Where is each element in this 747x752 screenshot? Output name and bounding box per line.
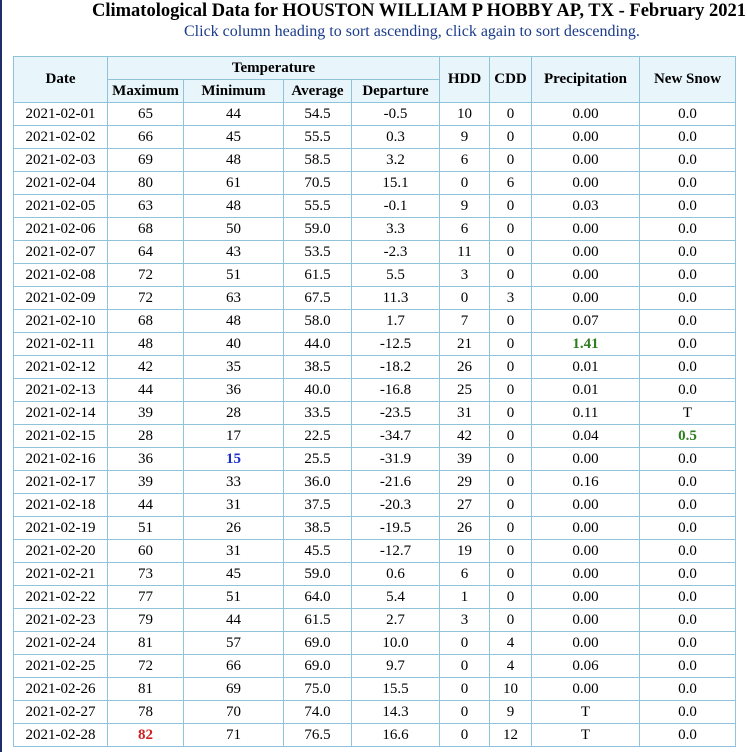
cell-maximum: 39 <box>108 402 184 425</box>
cell-date: 2021-02-20 <box>14 540 108 563</box>
cell-cdd: 0 <box>490 379 532 402</box>
cell-cdd: 0 <box>490 103 532 126</box>
cell-average: 40.0 <box>284 379 352 402</box>
column-header-average[interactable]: Average <box>284 80 352 103</box>
cell-departure: 10.0 <box>352 632 440 655</box>
cell-minimum: 70 <box>184 701 284 724</box>
cell-new-snow: 0.0 <box>640 333 736 356</box>
cell-departure: 3.2 <box>352 149 440 172</box>
cell-date: 2021-02-15 <box>14 425 108 448</box>
table-row <box>14 402 736 425</box>
cell-maximum: 72 <box>108 655 184 678</box>
cell-average: 59.0 <box>284 218 352 241</box>
cell-precipitation: 0.00 <box>532 517 640 540</box>
cell-new-snow: 0.0 <box>640 724 736 747</box>
cell-hdd: 7 <box>440 310 490 333</box>
cell-average: 69.0 <box>284 655 352 678</box>
table-row <box>14 586 736 609</box>
cell-minimum: 15 <box>184 448 284 471</box>
cell-average: 37.5 <box>284 494 352 517</box>
cell-new-snow: 0.0 <box>640 448 736 471</box>
table-row <box>14 287 736 310</box>
cell-cdd: 0 <box>490 218 532 241</box>
cell-average: 54.5 <box>284 103 352 126</box>
cell-date: 2021-02-04 <box>14 172 108 195</box>
cell-precipitation: 0.00 <box>532 149 640 172</box>
cell-minimum: 26 <box>184 517 284 540</box>
cell-average: 36.0 <box>284 471 352 494</box>
cell-departure: 9.7 <box>352 655 440 678</box>
cell-average: 76.5 <box>284 724 352 747</box>
cell-maximum: 48 <box>108 333 184 356</box>
cell-average: 44.0 <box>284 333 352 356</box>
column-header-precipitation[interactable]: Precipitation <box>532 57 640 103</box>
cell-precipitation: 0.03 <box>532 195 640 218</box>
cell-precipitation: 0.00 <box>532 218 640 241</box>
cell-minimum: 51 <box>184 586 284 609</box>
table-row <box>14 678 736 701</box>
cell-maximum: 73 <box>108 563 184 586</box>
cell-maximum: 39 <box>108 471 184 494</box>
cell-hdd: 0 <box>440 172 490 195</box>
cell-hdd: 25 <box>440 379 490 402</box>
cell-precipitation: 0.00 <box>532 126 640 149</box>
column-header-maximum[interactable]: Maximum <box>108 80 184 103</box>
cell-new-snow: 0.0 <box>640 218 736 241</box>
cell-average: 33.5 <box>284 402 352 425</box>
cell-hdd: 26 <box>440 517 490 540</box>
cell-hdd: 9 <box>440 126 490 149</box>
cell-average: 67.5 <box>284 287 352 310</box>
cell-departure: -2.3 <box>352 241 440 264</box>
table-row <box>14 563 736 586</box>
cell-departure: -12.5 <box>352 333 440 356</box>
cell-minimum: 31 <box>184 494 284 517</box>
cell-date: 2021-02-12 <box>14 356 108 379</box>
table-row <box>14 517 736 540</box>
cell-minimum: 69 <box>184 678 284 701</box>
cell-departure: 5.5 <box>352 264 440 287</box>
cell-hdd: 3 <box>440 264 490 287</box>
cell-hdd: 11 <box>440 241 490 264</box>
cell-departure: -20.3 <box>352 494 440 517</box>
cell-date: 2021-02-17 <box>14 471 108 494</box>
cell-hdd: 0 <box>440 655 490 678</box>
table-row <box>14 149 736 172</box>
cell-departure: 11.3 <box>352 287 440 310</box>
cell-new-snow: 0.0 <box>640 264 736 287</box>
table-row <box>14 494 736 517</box>
cell-new-snow: 0.0 <box>640 494 736 517</box>
cell-cdd: 0 <box>490 517 532 540</box>
cell-maximum: 79 <box>108 609 184 632</box>
column-header-departure[interactable]: Departure <box>352 80 440 103</box>
cell-minimum: 43 <box>184 241 284 264</box>
cell-cdd: 0 <box>490 563 532 586</box>
cell-cdd: 0 <box>490 586 532 609</box>
cell-date: 2021-02-24 <box>14 632 108 655</box>
cell-average: 38.5 <box>284 517 352 540</box>
column-group-temperature: Temperature <box>108 57 440 80</box>
cell-new-snow: 0.0 <box>640 540 736 563</box>
cell-new-snow: 0.0 <box>640 655 736 678</box>
table-row <box>14 609 736 632</box>
cell-average: 75.0 <box>284 678 352 701</box>
cell-hdd: 9 <box>440 195 490 218</box>
cell-new-snow: 0.0 <box>640 103 736 126</box>
cell-precipitation: 0.00 <box>532 586 640 609</box>
cell-new-snow: 0.0 <box>640 563 736 586</box>
cell-hdd: 6 <box>440 149 490 172</box>
cell-maximum: 72 <box>108 264 184 287</box>
cell-cdd: 3 <box>490 287 532 310</box>
cell-date: 2021-02-08 <box>14 264 108 287</box>
table-row <box>14 448 736 471</box>
cell-minimum: 35 <box>184 356 284 379</box>
cell-departure: 2.7 <box>352 609 440 632</box>
cell-average: 69.0 <box>284 632 352 655</box>
cell-cdd: 0 <box>490 471 532 494</box>
cell-date: 2021-02-09 <box>14 287 108 310</box>
cell-departure: -0.1 <box>352 195 440 218</box>
cell-precipitation: 1.41 <box>532 333 640 356</box>
cell-precipitation: 0.11 <box>532 402 640 425</box>
cell-minimum: 36 <box>184 379 284 402</box>
cell-cdd: 0 <box>490 241 532 264</box>
cell-minimum: 57 <box>184 632 284 655</box>
cell-maximum: 68 <box>108 310 184 333</box>
cell-cdd: 0 <box>490 264 532 287</box>
cell-new-snow: 0.0 <box>640 609 736 632</box>
cell-average: 45.5 <box>284 540 352 563</box>
cell-date: 2021-02-02 <box>14 126 108 149</box>
cell-precipitation: 0.00 <box>532 494 640 517</box>
cell-departure: 0.6 <box>352 563 440 586</box>
cell-hdd: 10 <box>440 103 490 126</box>
cell-minimum: 40 <box>184 333 284 356</box>
table-row <box>14 425 736 448</box>
cell-minimum: 51 <box>184 264 284 287</box>
cell-hdd: 26 <box>440 356 490 379</box>
cell-hdd: 6 <box>440 563 490 586</box>
cell-minimum: 45 <box>184 563 284 586</box>
table-row <box>14 264 736 287</box>
cell-minimum: 31 <box>184 540 284 563</box>
cell-precipitation: 0.16 <box>532 471 640 494</box>
cell-departure: -19.5 <box>352 517 440 540</box>
cell-hdd: 27 <box>440 494 490 517</box>
cell-date: 2021-02-23 <box>14 609 108 632</box>
cell-date: 2021-02-06 <box>14 218 108 241</box>
climate-data-table <box>13 56 736 747</box>
cell-maximum: 42 <box>108 356 184 379</box>
cell-maximum: 63 <box>108 195 184 218</box>
cell-average: 53.5 <box>284 241 352 264</box>
cell-new-snow: 0.0 <box>640 126 736 149</box>
cell-date: 2021-02-26 <box>14 678 108 701</box>
cell-cdd: 0 <box>490 333 532 356</box>
cell-precipitation: 0.00 <box>532 632 640 655</box>
cell-cdd: 0 <box>490 126 532 149</box>
cell-date: 2021-02-03 <box>14 149 108 172</box>
cell-maximum: 78 <box>108 701 184 724</box>
cell-maximum: 44 <box>108 494 184 517</box>
cell-new-snow: 0.0 <box>640 517 736 540</box>
cell-new-snow: 0.0 <box>640 149 736 172</box>
cell-hdd: 0 <box>440 701 490 724</box>
cell-maximum: 69 <box>108 149 184 172</box>
cell-minimum: 44 <box>184 103 284 126</box>
cell-departure: -12.7 <box>352 540 440 563</box>
cell-cdd: 0 <box>490 356 532 379</box>
cell-cdd: 0 <box>490 149 532 172</box>
cell-date: 2021-02-14 <box>14 402 108 425</box>
cell-cdd: 10 <box>490 678 532 701</box>
cell-precipitation: 0.07 <box>532 310 640 333</box>
sort-instructions: Click column heading to sort ascending, click again to sort descending. <box>184 23 640 40</box>
cell-departure: 15.5 <box>352 678 440 701</box>
cell-average: 58.5 <box>284 149 352 172</box>
cell-precipitation: 0.00 <box>532 103 640 126</box>
table-body <box>14 103 736 747</box>
cell-departure: -31.9 <box>352 448 440 471</box>
cell-date: 2021-02-19 <box>14 517 108 540</box>
cell-hdd: 0 <box>440 724 490 747</box>
column-header-minimum[interactable]: Minimum <box>184 80 284 103</box>
cell-date: 2021-02-28 <box>14 724 108 747</box>
cell-average: 22.5 <box>284 425 352 448</box>
cell-new-snow: 0.0 <box>640 287 736 310</box>
table-row <box>14 632 736 655</box>
table-row <box>14 724 736 747</box>
cell-cdd: 0 <box>490 448 532 471</box>
cell-cdd: 4 <box>490 655 532 678</box>
cell-precipitation: 0.06 <box>532 655 640 678</box>
cell-hdd: 0 <box>440 632 490 655</box>
cell-departure: -23.5 <box>352 402 440 425</box>
cell-cdd: 6 <box>490 172 532 195</box>
table-row <box>14 218 736 241</box>
cell-maximum: 65 <box>108 103 184 126</box>
cell-minimum: 33 <box>184 471 284 494</box>
cell-minimum: 61 <box>184 172 284 195</box>
cell-average: 58.0 <box>284 310 352 333</box>
cell-departure: 14.3 <box>352 701 440 724</box>
cell-new-snow: 0.0 <box>640 195 736 218</box>
cell-departure: -21.6 <box>352 471 440 494</box>
cell-cdd: 0 <box>490 540 532 563</box>
cell-minimum: 17 <box>184 425 284 448</box>
cell-cdd: 0 <box>490 425 532 448</box>
cell-average: 64.0 <box>284 586 352 609</box>
table-row <box>14 241 736 264</box>
cell-cdd: 12 <box>490 724 532 747</box>
column-header-new-snow[interactable]: New Snow <box>640 57 736 103</box>
table-row <box>14 333 736 356</box>
cell-departure: -18.2 <box>352 356 440 379</box>
cell-average: 55.5 <box>284 195 352 218</box>
cell-departure: -0.5 <box>352 103 440 126</box>
cell-minimum: 71 <box>184 724 284 747</box>
cell-date: 2021-02-13 <box>14 379 108 402</box>
cell-cdd: 9 <box>490 701 532 724</box>
cell-maximum: 44 <box>108 379 184 402</box>
table-row <box>14 126 736 149</box>
cell-date: 2021-02-10 <box>14 310 108 333</box>
cell-maximum: 66 <box>108 126 184 149</box>
table-row <box>14 195 736 218</box>
left-border <box>0 0 2 752</box>
table-row <box>14 471 736 494</box>
cell-departure: 1.7 <box>352 310 440 333</box>
cell-maximum: 36 <box>108 448 184 471</box>
cell-maximum: 28 <box>108 425 184 448</box>
cell-hdd: 6 <box>440 218 490 241</box>
cell-new-snow: 0.0 <box>640 471 736 494</box>
cell-minimum: 66 <box>184 655 284 678</box>
cell-cdd: 0 <box>490 609 532 632</box>
cell-new-snow: 0.5 <box>640 425 736 448</box>
cell-hdd: 31 <box>440 402 490 425</box>
cell-new-snow: 0.0 <box>640 701 736 724</box>
cell-departure: 15.1 <box>352 172 440 195</box>
column-header-date[interactable]: Date <box>14 57 108 103</box>
cell-new-snow: 0.0 <box>640 379 736 402</box>
cell-hdd: 0 <box>440 287 490 310</box>
cell-minimum: 44 <box>184 609 284 632</box>
cell-date: 2021-02-21 <box>14 563 108 586</box>
table-row <box>14 356 736 379</box>
table-row <box>14 701 736 724</box>
cell-precipitation: 0.00 <box>532 540 640 563</box>
cell-maximum: 68 <box>108 218 184 241</box>
cell-precipitation: 0.01 <box>532 356 640 379</box>
cell-precipitation: 0.00 <box>532 287 640 310</box>
cell-maximum: 82 <box>108 724 184 747</box>
cell-departure: 0.3 <box>352 126 440 149</box>
cell-date: 2021-02-16 <box>14 448 108 471</box>
cell-average: 55.5 <box>284 126 352 149</box>
cell-average: 25.5 <box>284 448 352 471</box>
cell-cdd: 0 <box>490 494 532 517</box>
cell-maximum: 81 <box>108 632 184 655</box>
table-row <box>14 540 736 563</box>
table-row <box>14 103 736 126</box>
cell-minimum: 50 <box>184 218 284 241</box>
cell-maximum: 64 <box>108 241 184 264</box>
cell-maximum: 80 <box>108 172 184 195</box>
cell-precipitation: 0.01 <box>532 379 640 402</box>
table-row <box>14 172 736 195</box>
cell-average: 61.5 <box>284 264 352 287</box>
cell-date: 2021-02-25 <box>14 655 108 678</box>
cell-precipitation: T <box>532 701 640 724</box>
cell-new-snow: 0.0 <box>640 310 736 333</box>
cell-new-snow: 0.0 <box>640 632 736 655</box>
cell-departure: 3.3 <box>352 218 440 241</box>
cell-average: 59.0 <box>284 563 352 586</box>
cell-hdd: 19 <box>440 540 490 563</box>
cell-cdd: 4 <box>490 632 532 655</box>
cell-precipitation: T <box>532 724 640 747</box>
cell-new-snow: 0.0 <box>640 356 736 379</box>
table-row <box>14 310 736 333</box>
cell-hdd: 3 <box>440 609 490 632</box>
cell-maximum: 60 <box>108 540 184 563</box>
cell-maximum: 51 <box>108 517 184 540</box>
cell-departure: -16.8 <box>352 379 440 402</box>
cell-hdd: 0 <box>440 678 490 701</box>
cell-precipitation: 0.00 <box>532 609 640 632</box>
cell-minimum: 63 <box>184 287 284 310</box>
cell-new-snow: 0.0 <box>640 172 736 195</box>
cell-departure: 5.4 <box>352 586 440 609</box>
cell-minimum: 28 <box>184 402 284 425</box>
cell-date: 2021-02-01 <box>14 103 108 126</box>
cell-cdd: 0 <box>490 195 532 218</box>
cell-maximum: 72 <box>108 287 184 310</box>
cell-average: 74.0 <box>284 701 352 724</box>
cell-hdd: 42 <box>440 425 490 448</box>
table-row <box>14 655 736 678</box>
cell-new-snow: 0.0 <box>640 678 736 701</box>
cell-precipitation: 0.00 <box>532 678 640 701</box>
cell-average: 38.5 <box>284 356 352 379</box>
cell-new-snow: T <box>640 402 736 425</box>
cell-date: 2021-02-18 <box>14 494 108 517</box>
cell-minimum: 48 <box>184 149 284 172</box>
cell-new-snow: 0.0 <box>640 241 736 264</box>
cell-hdd: 1 <box>440 586 490 609</box>
cell-minimum: 45 <box>184 126 284 149</box>
cell-maximum: 77 <box>108 586 184 609</box>
cell-minimum: 48 <box>184 195 284 218</box>
cell-new-snow: 0.0 <box>640 586 736 609</box>
page-title: Climatological Data for HOUSTON WILLIAM P HOBBY AP, TX - February 2021 <box>92 1 747 21</box>
cell-date: 2021-02-22 <box>14 586 108 609</box>
cell-date: 2021-02-07 <box>14 241 108 264</box>
column-header-hdd[interactable]: HDD <box>440 57 490 103</box>
cell-hdd: 29 <box>440 471 490 494</box>
cell-cdd: 0 <box>490 310 532 333</box>
table-row <box>14 379 736 402</box>
cell-hdd: 39 <box>440 448 490 471</box>
cell-precipitation: 0.00 <box>532 563 640 586</box>
cell-date: 2021-02-05 <box>14 195 108 218</box>
cell-departure: -34.7 <box>352 425 440 448</box>
cell-precipitation: 0.04 <box>532 425 640 448</box>
cell-precipitation: 0.00 <box>532 241 640 264</box>
cell-maximum: 81 <box>108 678 184 701</box>
column-header-cdd[interactable]: CDD <box>490 57 532 103</box>
cell-average: 61.5 <box>284 609 352 632</box>
cell-precipitation: 0.00 <box>532 264 640 287</box>
cell-date: 2021-02-27 <box>14 701 108 724</box>
cell-minimum: 48 <box>184 310 284 333</box>
cell-precipitation: 0.00 <box>532 448 640 471</box>
cell-departure: 16.6 <box>352 724 440 747</box>
cell-cdd: 0 <box>490 402 532 425</box>
cell-date: 2021-02-11 <box>14 333 108 356</box>
cell-precipitation: 0.00 <box>532 172 640 195</box>
cell-average: 70.5 <box>284 172 352 195</box>
cell-hdd: 21 <box>440 333 490 356</box>
